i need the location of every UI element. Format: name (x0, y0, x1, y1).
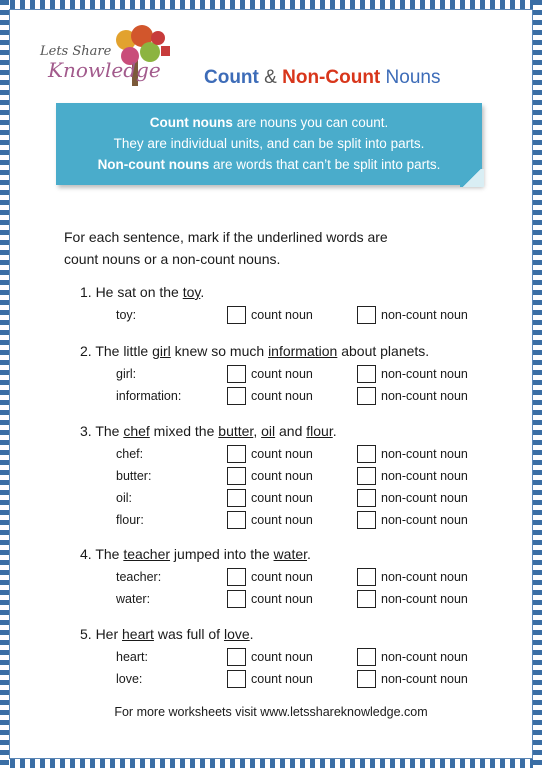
question-text: . (249, 626, 254, 642)
count-noun-checkbox[interactable] (227, 590, 246, 608)
non-count-noun-label: non-count noun (381, 308, 468, 322)
definition-line-3: Non-count nouns are words that can’t be split into parts. (97, 157, 441, 172)
title-count: Count (204, 67, 259, 88)
count-noun-checkbox[interactable] (227, 489, 246, 507)
non-count-noun-label: non-count noun (381, 367, 468, 381)
underlined-noun: toy (182, 284, 201, 300)
site-logo (30, 24, 190, 94)
non-count-noun-label: non-count noun (381, 672, 468, 686)
non-count-noun-label: non-count noun (381, 389, 468, 403)
logo-text-top: Lets Share (40, 44, 112, 59)
count-noun-checkbox[interactable] (227, 568, 246, 586)
non-count-noun-checkbox[interactable] (357, 568, 376, 586)
count-noun-checkbox[interactable] (227, 306, 246, 324)
noun-label: oil: (116, 491, 132, 505)
non-count-noun-label: non-count noun (381, 570, 468, 584)
question-text: 2. The little (80, 343, 153, 359)
underlined-noun: girl (152, 343, 171, 359)
underlined-noun: butter (218, 423, 254, 439)
non-count-noun-checkbox[interactable] (357, 445, 376, 463)
title-noncount: Non-Count (282, 67, 381, 88)
non-count-noun-label: non-count noun (381, 491, 468, 505)
count-noun-checkbox[interactable] (227, 365, 246, 383)
underlined-noun: love (223, 626, 250, 642)
count-noun-checkbox[interactable] (227, 445, 246, 463)
question-text: 1. He sat on the (80, 284, 183, 300)
border-bottom (0, 759, 542, 768)
underlined-noun: heart (122, 626, 154, 642)
non-count-noun-checkbox[interactable] (357, 467, 376, 485)
instructions-line-1: For each sentence, mark if the underlined words are (64, 229, 388, 245)
question-text: . (332, 423, 337, 439)
count-noun-label: count noun (251, 650, 313, 664)
title-amp: & (264, 67, 277, 88)
question-text: was full of (153, 626, 224, 642)
noun-label: toy: (116, 308, 137, 322)
definition-box (56, 103, 482, 185)
underlined-noun: information (268, 343, 338, 359)
non-count-noun-checkbox[interactable] (357, 590, 376, 608)
count-noun-label: count noun (251, 367, 313, 381)
non-count-noun-checkbox[interactable] (357, 648, 376, 666)
underlined-noun: flour (306, 423, 333, 439)
underlined-noun: teacher (123, 546, 171, 562)
question-text: jumped into the (170, 546, 274, 562)
count-noun-checkbox[interactable] (227, 511, 246, 529)
border-top (0, 0, 542, 9)
non-count-noun-checkbox[interactable] (357, 387, 376, 405)
non-count-noun-label: non-count noun (381, 469, 468, 483)
non-count-noun-checkbox[interactable] (357, 511, 376, 529)
question-text: about planets. (337, 343, 430, 359)
noun-label: teacher: (116, 570, 162, 584)
noun-label: water: (116, 592, 151, 606)
count-noun-label: count noun (251, 469, 313, 483)
non-count-noun-checkbox[interactable] (357, 306, 376, 324)
underlined-noun: chef (123, 423, 150, 439)
underlined-noun: oil (261, 423, 276, 439)
question-text: . (307, 546, 311, 562)
non-count-noun-checkbox[interactable] (357, 670, 376, 688)
question-text: knew so much (170, 343, 269, 359)
non-count-noun-label: non-count noun (381, 650, 468, 664)
non-count-noun-checkbox[interactable] (357, 365, 376, 383)
count-noun-label: count noun (251, 389, 313, 403)
question-text: mixed the (149, 423, 219, 439)
title-nouns: Nouns (385, 67, 441, 88)
count-noun-label: count noun (251, 308, 313, 322)
question-text: , (253, 423, 262, 439)
noun-label: love: (116, 672, 143, 686)
logo-text-bottom: Knowledge (48, 58, 161, 82)
noun-label: heart: (116, 650, 148, 664)
noun-label: girl: (116, 367, 137, 381)
noun-label: flour: (116, 513, 144, 527)
count-noun-checkbox[interactable] (227, 467, 246, 485)
question-3 (80, 423, 337, 439)
definition-line-1: Count nouns are nouns you can count. (149, 115, 389, 130)
question-text: 3. The (80, 423, 124, 439)
count-noun-label: count noun (251, 447, 313, 461)
count-noun-label: count noun (251, 570, 313, 584)
count-noun-label: count noun (251, 592, 313, 606)
count-noun-checkbox[interactable] (227, 648, 246, 666)
instructions (64, 226, 388, 270)
question-text: and (275, 423, 307, 439)
count-noun-label: count noun (251, 513, 313, 527)
count-noun-label: count noun (251, 672, 313, 686)
question-5 (80, 626, 254, 642)
question-4 (80, 546, 311, 562)
border-right (533, 0, 542, 768)
underlined-noun: water (273, 546, 308, 562)
count-noun-label: count noun (251, 491, 313, 505)
non-count-noun-label: non-count noun (381, 447, 468, 461)
question-text: 4. The (80, 546, 124, 562)
border-left (0, 0, 9, 768)
question-text: 5. Her (80, 626, 123, 642)
non-count-noun-checkbox[interactable] (357, 489, 376, 507)
question-text: . (200, 284, 205, 300)
noun-label: information: (116, 389, 182, 403)
page-curl (460, 169, 484, 187)
non-count-noun-label: non-count noun (381, 513, 468, 527)
definition-line-2: They are individual units, and can be split into parts. (113, 136, 425, 151)
noun-label: butter: (116, 469, 152, 483)
question-2 (80, 343, 429, 359)
count-noun-checkbox[interactable] (227, 670, 246, 688)
instructions-line-2: count nouns or a non-count nouns. (64, 251, 281, 267)
count-noun-checkbox[interactable] (227, 387, 246, 405)
noun-label: chef: (116, 447, 144, 461)
question-1 (80, 284, 204, 300)
page-title (204, 67, 440, 89)
non-count-noun-label: non-count noun (381, 592, 468, 606)
footer-text: For more worksheets visit www.letsshareknowledge.com (114, 705, 428, 719)
